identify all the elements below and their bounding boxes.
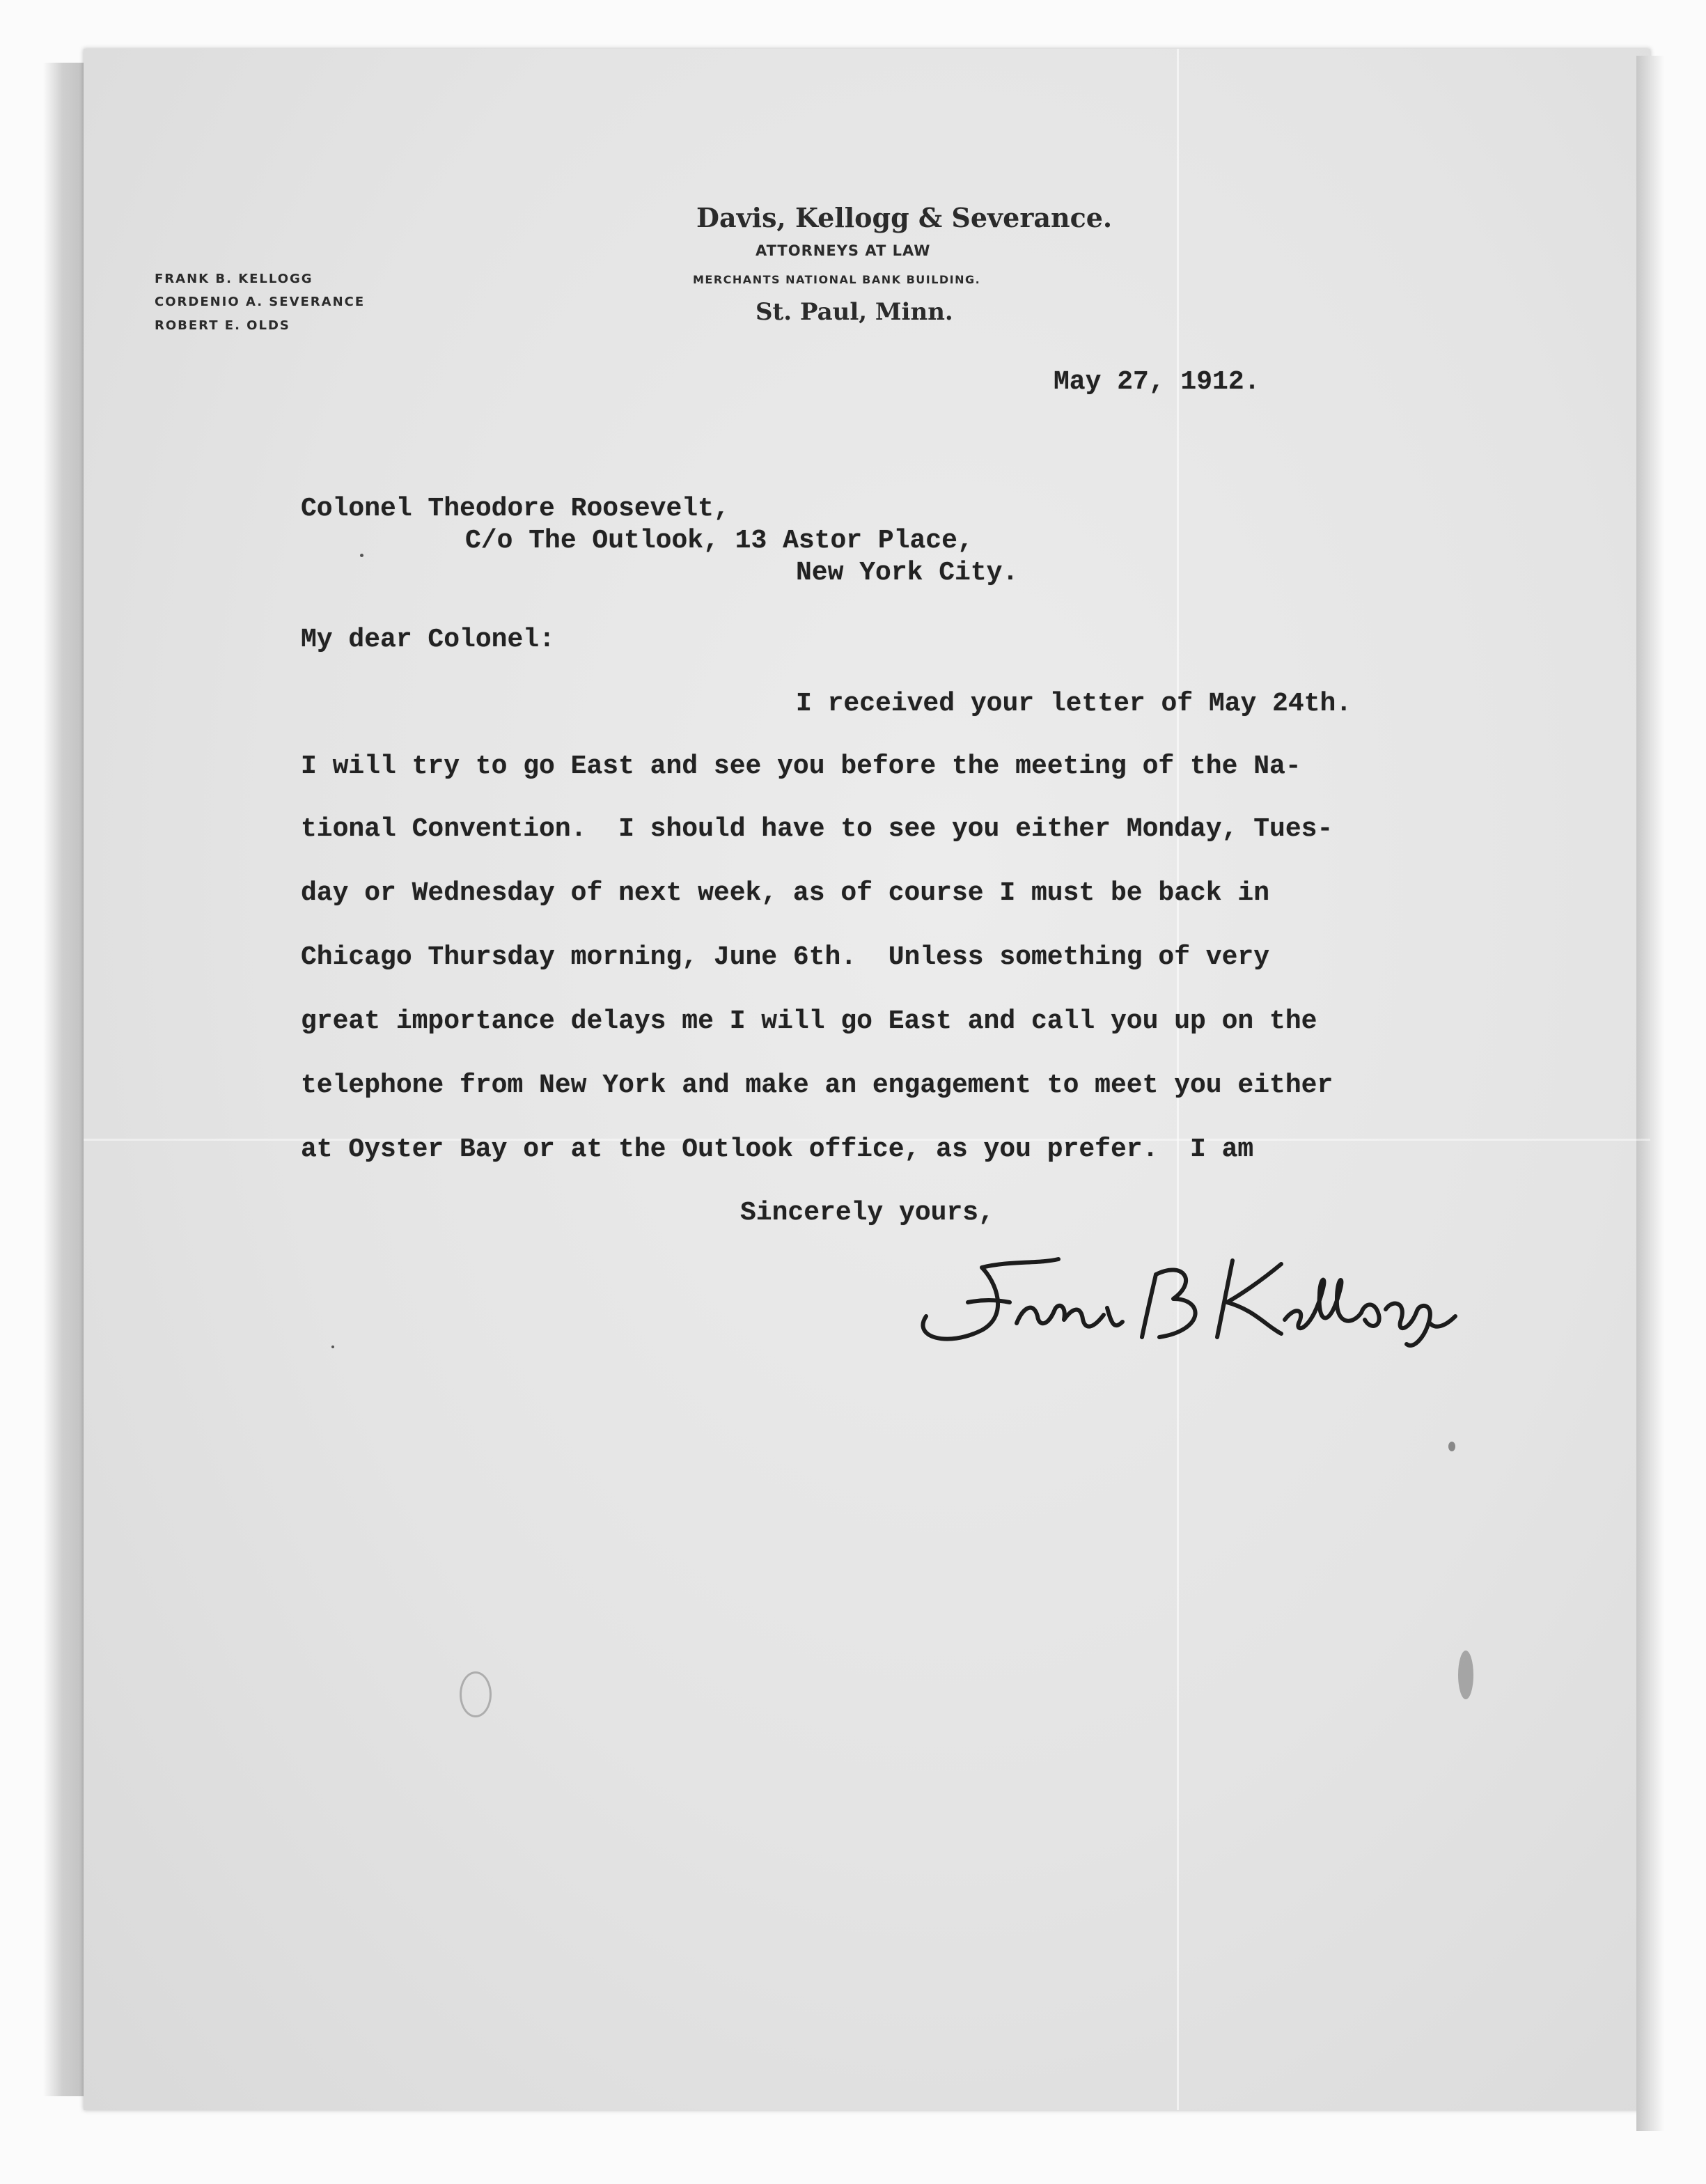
body-line: at Oyster Bay or at the Outlook office, as you prefer. I am xyxy=(301,1134,1254,1164)
body-line: Chicago Thursday morning, June 6th. Unless something of very xyxy=(301,942,1270,972)
closing: Sincerely yours, xyxy=(740,1198,994,1228)
paper-speck xyxy=(360,554,363,557)
partner-name: ROBERT E. OLDS xyxy=(155,318,290,333)
body-line: great importance delays me I will go East and call you up on the xyxy=(301,1006,1317,1036)
letter-date: May 27, 1912. xyxy=(1054,367,1260,397)
body-line: I will try to go East and see you before the meeting of the Na- xyxy=(301,751,1301,781)
body-line: telephone from New York and make an engagement to meet you either xyxy=(301,1070,1333,1100)
page-right-edge xyxy=(1636,56,1664,2131)
firm-city: St. Paul, Minn. xyxy=(756,298,953,326)
body-first-line: I received your letter of May 24th. xyxy=(796,689,1352,719)
recipient-line: New York City. xyxy=(796,558,1019,588)
firm-name: Davis, Kellogg & Severance. xyxy=(696,202,1113,233)
paper-stain xyxy=(1448,1442,1455,1451)
body-line: tional Convention. I should have to see you either Monday, Tues- xyxy=(301,814,1333,844)
paper-speck xyxy=(331,1346,334,1348)
paper-blot xyxy=(460,1671,492,1717)
paper-stain xyxy=(1458,1651,1473,1699)
body-line: day or Wednesday of next week, as of course I must be back in xyxy=(301,878,1270,908)
recipient-line: Colonel Theodore Roosevelt, xyxy=(301,494,730,524)
partner-name: FRANK B. KELLOGG xyxy=(155,272,313,286)
recipient-line: C/o The Outlook, 13 Astor Place, xyxy=(465,526,973,556)
firm-tagline: ATTORNEYS AT LAW xyxy=(756,242,931,259)
handwritten-signature xyxy=(905,1233,1462,1351)
salutation: My dear Colonel: xyxy=(301,625,555,655)
partner-name: CORDENIO A. SEVERANCE xyxy=(155,295,366,309)
firm-address: MERCHANTS NATIONAL BANK BUILDING. xyxy=(693,273,981,286)
